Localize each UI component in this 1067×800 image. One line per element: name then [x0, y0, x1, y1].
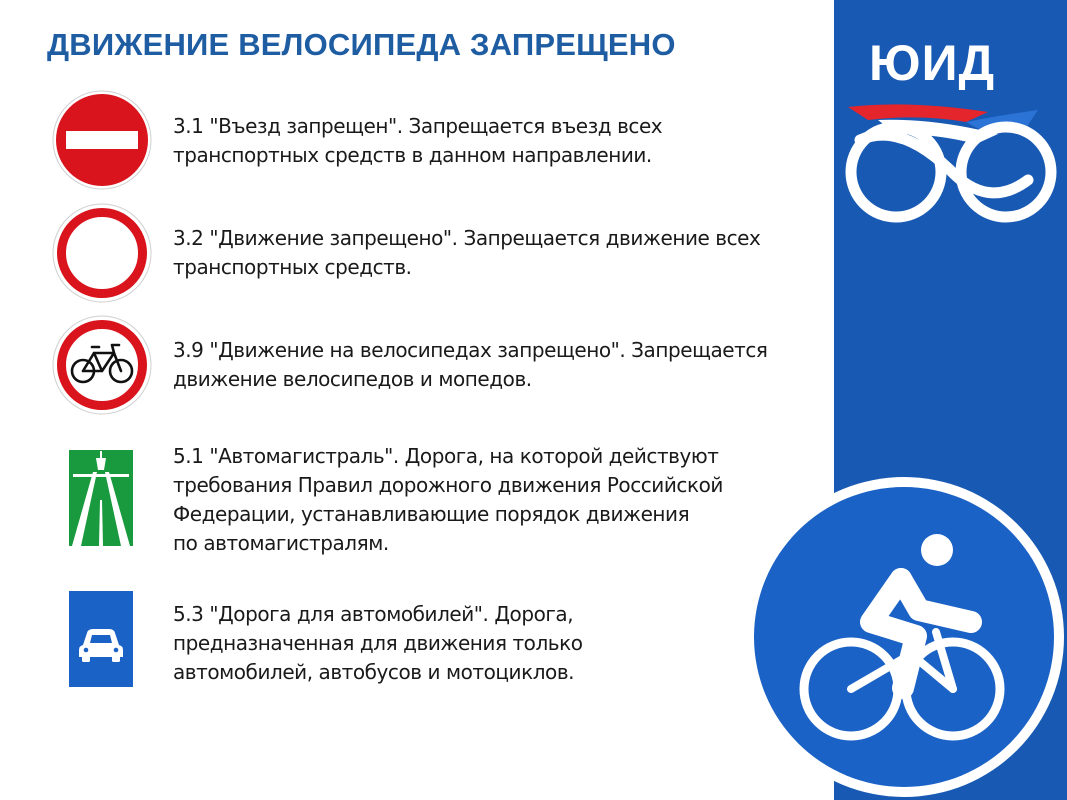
car-road-sign-icon: [69, 591, 133, 687]
no-vehicles-sign-icon: [52, 203, 152, 303]
no-bicycles-sign-icon: [52, 315, 152, 415]
sign-description: 5.1 "Автомагистраль". Дорога, на которой действуют требования Правил дорожного движения Российской Федерации, устанавливающие порядок движения по автомагистралям.: [173, 444, 723, 555]
sign-description: 3.1 "Въезд запрещен". Запрещается въезд всех транспортных средств в данном направлении.: [173, 114, 663, 167]
page-title: ДВИЖЕНИЕ ВЕЛОСИПЕДА ЗАПРЕЩЕНО: [47, 27, 676, 62]
bicycle-path-sign-icon: [741, 474, 1067, 800]
logo-text: ЮИД: [869, 35, 996, 91]
sign-description: 3.9 "Движение на велосипедах запрещено". Запрещается движение велосипедов и мопедов.: [173, 338, 768, 391]
yuid-logo-icon: [838, 30, 1063, 230]
sign-item-motorway: [0, 440, 830, 560]
sign-description: 3.2 "Движение запрещено". Запрещается движение всех транспортных средств.: [173, 226, 761, 279]
motorway-sign-icon: [69, 450, 133, 546]
sign-item-no-bicycles: [0, 315, 830, 415]
sign-item-car-road: [0, 590, 830, 690]
sign-description: 5.3 "Дорога для автомобилей". Дорога, предназначенная для движения только автомобилей, автобусов и мотоциклов.: [173, 602, 583, 684]
no-entry-sign-icon: [52, 90, 152, 190]
sign-item-no-entry: [0, 90, 830, 190]
sign-item-no-vehicles: [0, 203, 830, 303]
